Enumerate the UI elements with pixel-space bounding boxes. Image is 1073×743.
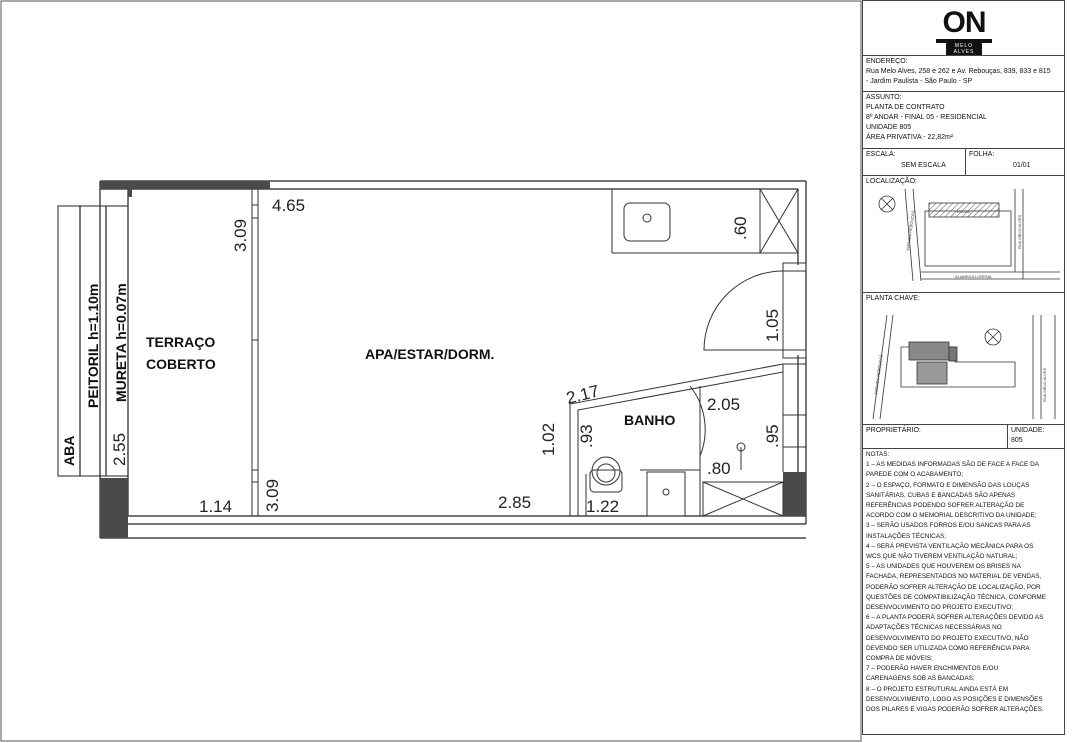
- subject-line-2: 8º ANDAR - FINAL 05 - RESIDENCIAL: [866, 114, 987, 121]
- owner-unit-section: [863, 424, 1064, 448]
- note-line: 1 – AS MEDIDAS INFORMADAS SÃO DE FACE A FACE DA: [866, 461, 1039, 469]
- note-line: CARENAGENS SOB AS BANCADAS;: [866, 675, 975, 683]
- note-line: 6 – A PLANTA PODERÁ SOFRER ALTERAÇÕES DEVIDO AS: [866, 614, 1044, 622]
- scale-sheet-section: [863, 148, 1064, 175]
- note-line: COMPRA DE MÓVEIS;: [866, 655, 933, 663]
- note-line: 3 – SERÃO USADOS FORROS E/OU SANCAS PARA AS: [866, 522, 1031, 530]
- location-street-1: AVENIDA REBOUÇAS: [905, 210, 916, 252]
- note-line: 8 – O PROJETO ESTRUTURAL AINDA ESTÁ EM: [866, 685, 1009, 693]
- dim-309-top: 3.09: [231, 218, 250, 252]
- dim-217: 2.17: [564, 381, 602, 408]
- note-line: DESENVOLVIMENTO DO PROJETO EXECUTIVO, NÃO: [866, 634, 1029, 642]
- unit-label: UNIDADE:: [1011, 427, 1045, 434]
- address-label: ENDEREÇO:: [866, 58, 908, 65]
- dim-102: 1.02: [539, 422, 558, 456]
- dim-465: 4.65: [272, 196, 306, 215]
- key-plan-street-2: RUA MELO ALVES: [1042, 367, 1047, 402]
- note-line: ACORDO COM O MEMORIAL DESCRITIVO DA UNIDADE;: [866, 512, 1037, 520]
- dim-122: 1.22: [586, 497, 620, 516]
- address-section: [863, 55, 1064, 91]
- location-section: [863, 175, 1064, 292]
- subject-line-4: ÁREA PRIVATIVA - 22,82m²: [866, 134, 954, 141]
- room-label-bath: BANHO: [624, 412, 676, 428]
- key-plan-street-1: AVENIDA REBOUÇAS: [873, 354, 884, 396]
- note-line: 4 – SERÁ PREVISTA VENTILAÇÃO MECÂNICA PARA OS: [866, 542, 1034, 550]
- key-plan-label: PLANTA CHAVE:: [866, 295, 920, 302]
- glass-partition: [252, 189, 258, 516]
- location-street-3: ALAMEDA LORENA: [955, 274, 992, 279]
- location-street-2: RUA MELO ALVES: [1017, 214, 1022, 249]
- sheet-border: [1, 1, 861, 741]
- note-line: DOS PILARES E VIGAS PODERÃO SOFRER ALTERAÇÕES.: [866, 706, 1044, 714]
- sheet-value: 01/01: [1013, 162, 1031, 169]
- dim-093: .93: [577, 424, 596, 448]
- note-line: 2 – O ESPAÇO, FORMATO E DIMENSÃO DAS LOUÇAS: [866, 481, 1030, 489]
- dim-114: 1.14: [199, 497, 233, 516]
- notes-label: NOTAS:: [866, 451, 890, 458]
- unit-value: 805: [1011, 437, 1023, 444]
- dim-105: 1.05: [763, 308, 782, 342]
- note-line: SANITÁRIAS, CUBAS E BANCADAS SÃO APENAS: [866, 491, 1016, 499]
- note-line: 5 – AS UNIDADES QUE HOUVEREM OS BRISES NA: [866, 563, 1021, 571]
- label-aba: ABA: [61, 435, 77, 466]
- note-line: PAREDE COM O ACABAMENTO;: [866, 471, 964, 479]
- note-line: ADAPTAÇÕES TÉCNICAS NECESSÁRIAS NO: [866, 624, 1002, 632]
- dim-255: 2.55: [110, 432, 129, 466]
- dim-285: 2.85: [498, 493, 532, 512]
- logo-text: ON: [942, 6, 986, 39]
- title-block: [862, 0, 1065, 735]
- location-label: LOCALIZAÇÃO:: [866, 178, 917, 185]
- room-label-terrace-2: COBERTO: [146, 356, 216, 372]
- note-line: PODERÃO SOFRER ALTERAÇÃO DE LOCALIZAÇÃO, POR: [866, 583, 1041, 591]
- room-label-terrace-1: TERRAÇO: [146, 334, 216, 350]
- location-site-label: LOCAL: [957, 209, 971, 214]
- room-label-living: APA/ESTAR/DORM.: [365, 346, 495, 362]
- note-line: REFERÊNCIAS PODENDO SOFRER ALTERAÇÃO DE: [866, 502, 1025, 510]
- dim-060: .60: [731, 216, 750, 240]
- key-plan-map: [865, 307, 1060, 422]
- subject-line-1: PLANTA DE CONTRATO: [866, 104, 945, 111]
- notes-section: [863, 448, 1064, 736]
- dim-080: .80: [707, 459, 731, 478]
- scale-label: ESCALA:: [866, 151, 896, 158]
- logo-subtext: MELO ALVES: [946, 43, 982, 55]
- dim-095: .95: [763, 424, 782, 448]
- subject-label: ASSUNTO:: [866, 94, 902, 101]
- note-line: QUESTÕES DE COMPATIBILIZAÇÃO TÉCNICA, CONFORME: [866, 593, 1047, 601]
- dim-309-bottom: 3.09: [263, 478, 282, 512]
- note-line: INSTALAÇÕES TÉCNICAS;: [866, 532, 947, 540]
- address-line-2: - Jardim Paulista - São Paulo - SP: [866, 78, 973, 85]
- entry-door: [704, 263, 806, 358]
- subject-section: [863, 91, 1064, 148]
- company-logo: [934, 6, 994, 55]
- note-line: 7 – PODERÃO HAVER ENCHIMENTOS E/OU: [866, 665, 999, 673]
- label-mureta: MURETA h=0.07m: [113, 283, 129, 402]
- note-line: WCS QUE NÃO TIVEREM VENTILAÇÃO NATURAL;: [866, 553, 1018, 561]
- key-plan-section: [863, 292, 1064, 424]
- scale-value: SEM ESCALA: [901, 162, 946, 169]
- note-line: DEVENDO SER UTILIZADA COMO REFERÊNCIA PARA: [866, 644, 1030, 652]
- dim-205: 2.05: [707, 395, 741, 414]
- location-map: [865, 189, 1060, 289]
- label-peitoril: PEITORIL h=1.10m: [85, 283, 101, 408]
- address-line-1: Rua Melo Alves, 258 e 262 e Av. Rebouças, 839, 833 e 815: [866, 68, 1051, 75]
- note-line: FACHADA, REPRESENTADOS NO MATERIAL DE VENDAS,: [866, 573, 1042, 581]
- kitchen: [612, 189, 798, 253]
- sheet-label: FOLHA:: [969, 151, 995, 158]
- owner-label: PROPRIETÁRIO:: [866, 427, 921, 434]
- note-line: DESENVOLVIMENTO DO PROJETO EXECUTIVO;: [866, 604, 1014, 612]
- note-line: DESENVOLVIMENTO, LOGO AS POSIÇÕES E DIMENSÕES: [866, 695, 1043, 703]
- subject-line-3: UNIDADE 805: [866, 124, 912, 131]
